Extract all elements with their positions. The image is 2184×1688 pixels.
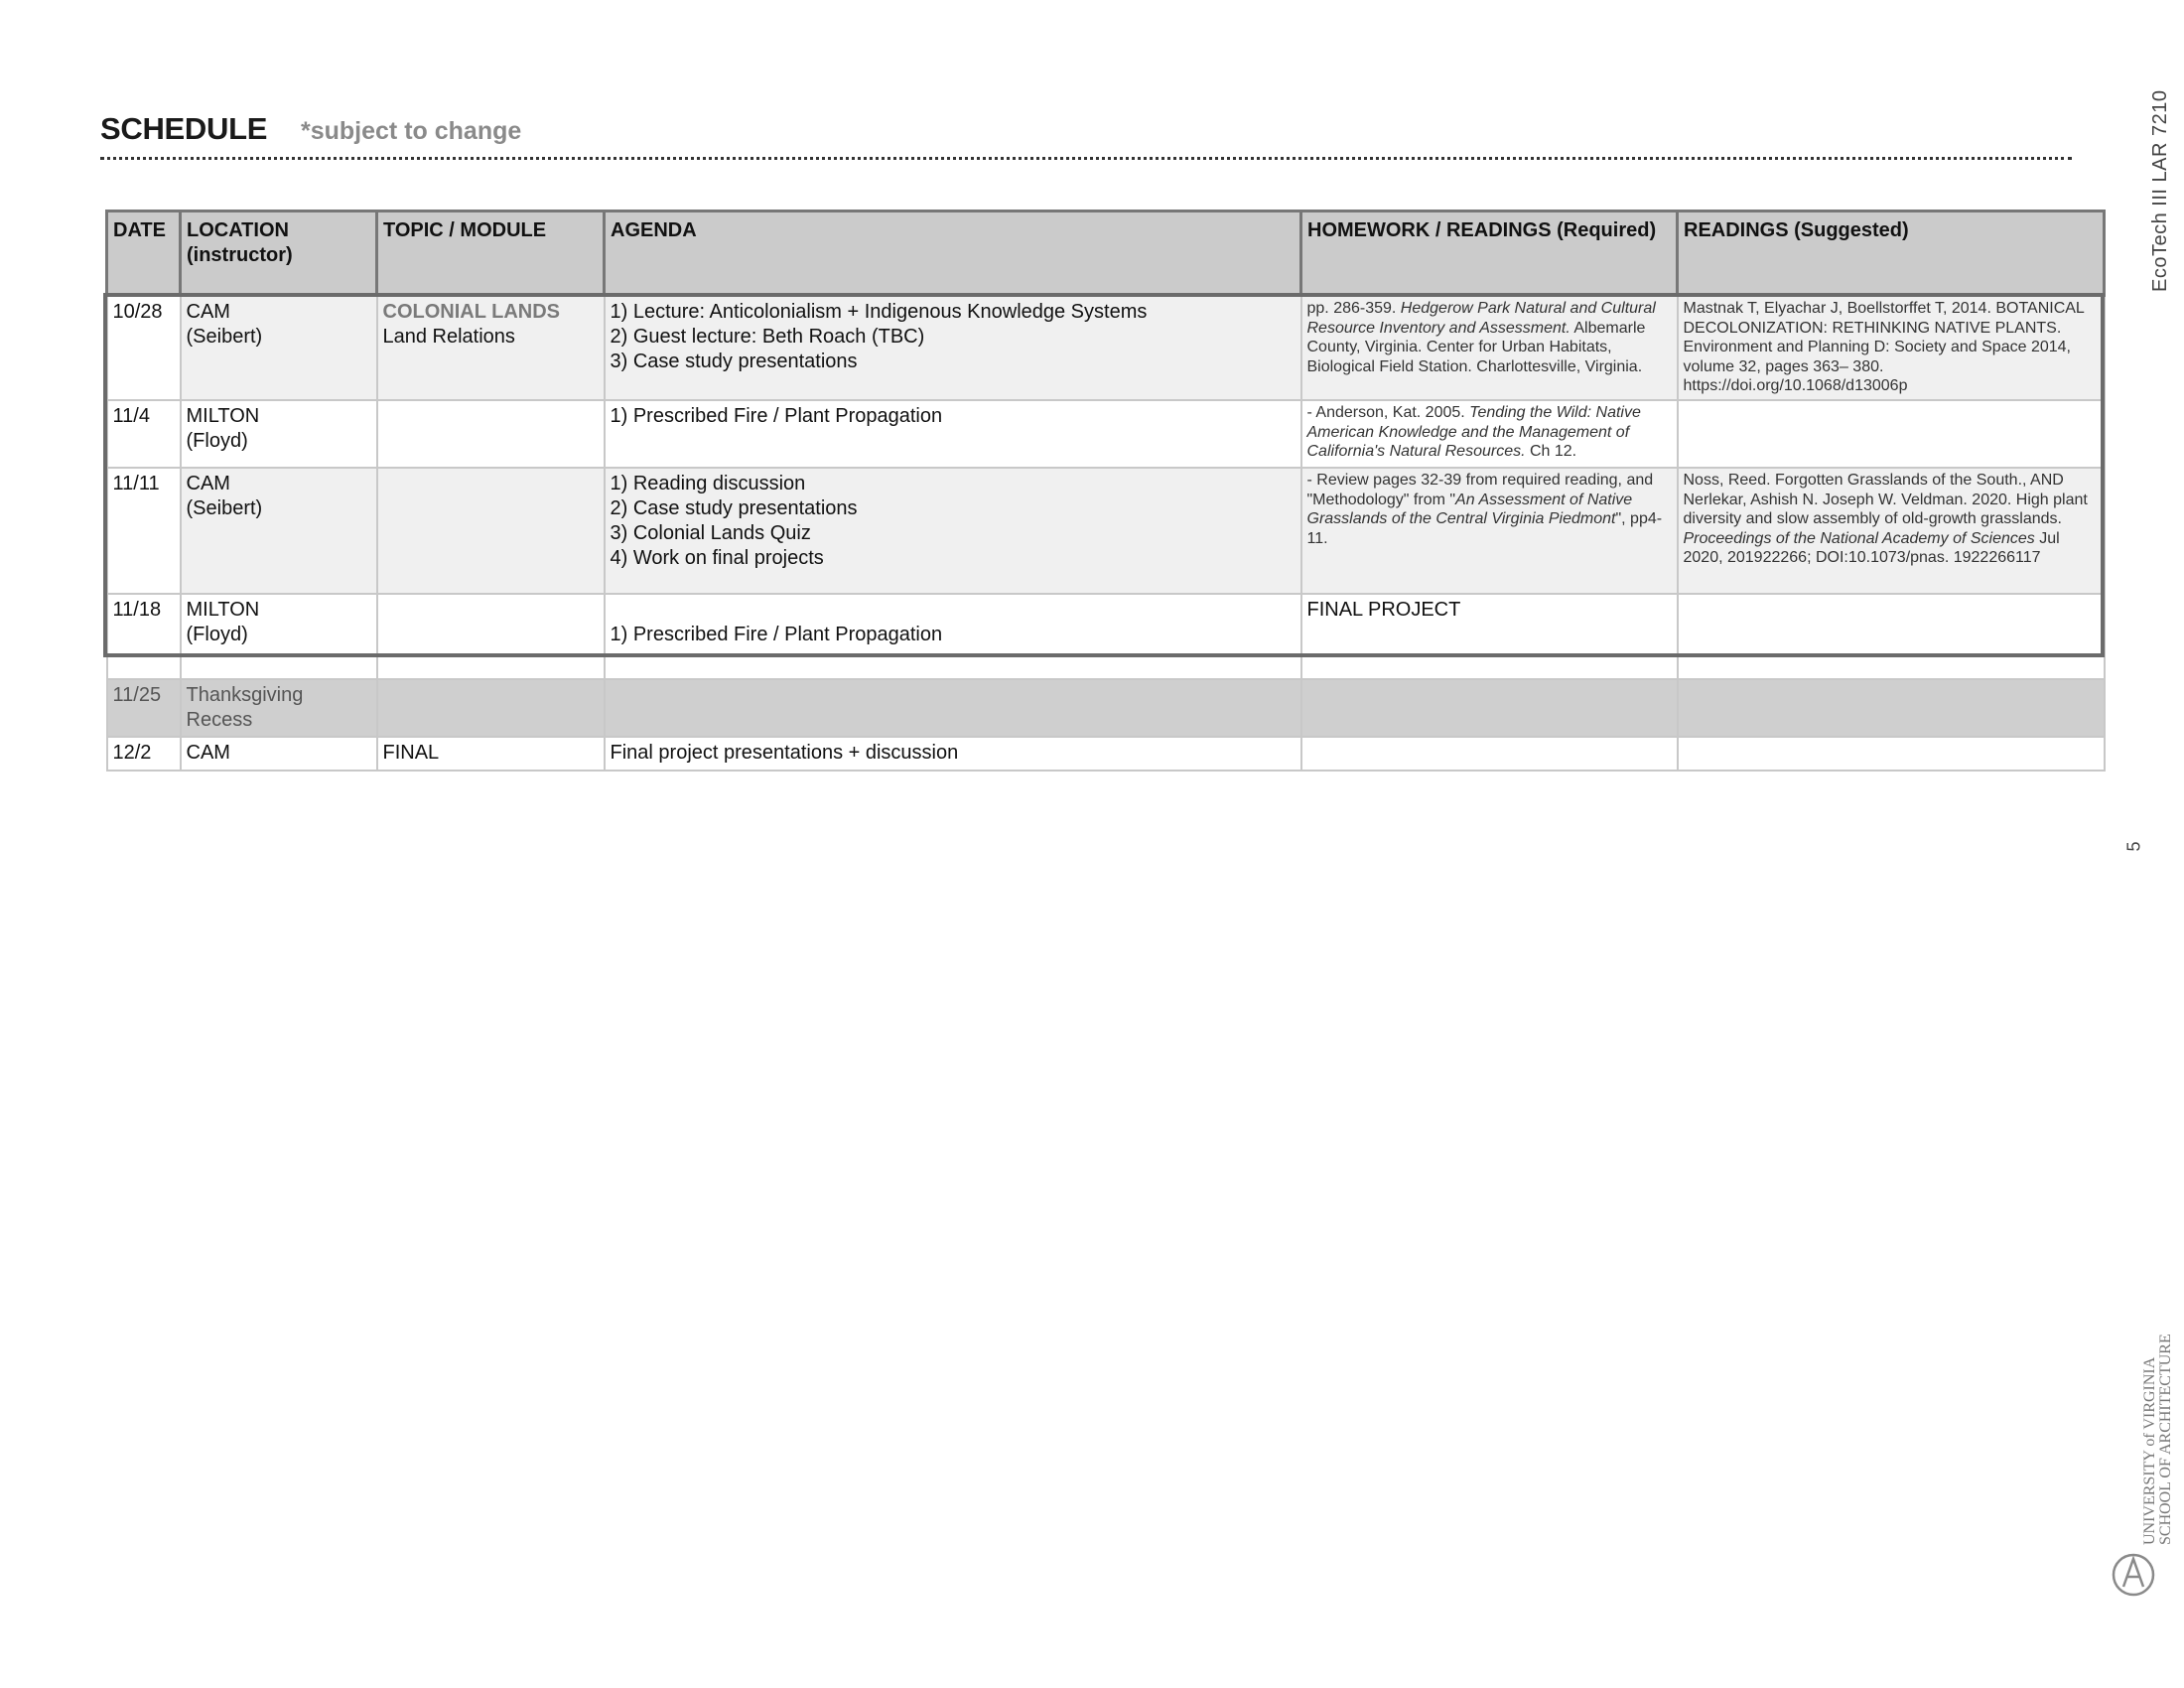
agenda-item: 3) Case study presentations	[610, 351, 858, 372]
location-cell	[181, 468, 377, 594]
suggested-readings-cell	[1678, 679, 2105, 737]
suggested-readings-cell	[1678, 400, 2105, 468]
logo-line-school: SCHOOL OF ARCHITECTURE	[2157, 1334, 2174, 1545]
instructor-name: (Seibert)	[186, 326, 263, 348]
location-cell	[181, 296, 377, 401]
agenda-item: Final project presentations + discussion	[610, 742, 959, 764]
header-location: LOCATION (instructor)	[181, 211, 377, 296]
uva-logo-text	[2142, 1334, 2174, 1545]
homework-text: Ch 12.	[1525, 443, 1577, 460]
header-homework: HOMEWORK / READINGS (Required)	[1301, 211, 1678, 296]
table-row	[107, 594, 2105, 679]
location-name: CAM	[186, 473, 230, 494]
location-name: MILTON	[186, 405, 260, 427]
homework-text: - Anderson, Kat. 2005.	[1306, 404, 1470, 421]
agenda-cell	[605, 296, 1301, 401]
page-number: 5	[2123, 841, 2144, 852]
agenda-cell	[605, 679, 1301, 737]
agenda-item: 1) Reading discussion	[610, 473, 806, 494]
page-title: SCHEDULE	[100, 111, 268, 146]
homework-cell	[1301, 400, 1678, 468]
agenda-item: 2) Case study presentations	[610, 497, 858, 519]
homework-text: Albemarle County, Virginia. Center for Urban Habitats, Biological Field Station. Charlottesville, Virginia.	[1306, 319, 1646, 375]
topic-cell: FINAL	[377, 737, 605, 771]
instructor-name: (Seibert)	[186, 497, 263, 519]
homework-cell	[1301, 468, 1678, 594]
instructor-name: (Floyd)	[186, 430, 248, 452]
date-cell: 11/11	[107, 468, 181, 594]
agenda-cell	[605, 468, 1301, 594]
page-header	[100, 111, 2072, 160]
suggested-text: Noss, Reed. Forgotten Grasslands of the South., AND Nerlekar, Ashish N. Joseph W. Veldman. 2020. High plant diversity and slow assembly of old-growth grasslands.	[1683, 472, 2088, 527]
table-row	[107, 679, 2105, 737]
agenda-item: 4) Work on final projects	[610, 547, 824, 569]
date-cell: 11/18	[107, 594, 181, 679]
topic-cell	[377, 296, 605, 401]
topic-cell	[377, 400, 605, 468]
homework-text: pp. 286-359.	[1306, 300, 1401, 317]
agenda-cell	[605, 400, 1301, 468]
agenda-cell	[605, 594, 1301, 679]
agenda-item: 1) Prescribed Fire / Plant Propagation	[610, 405, 943, 427]
location-cell: CAM	[181, 737, 377, 771]
header-agenda: AGENDA	[605, 211, 1301, 296]
suggested-title: Proceedings of the National Academy of Sciences	[1683, 529, 2035, 547]
module-name: COLONIAL LANDS	[382, 301, 561, 323]
location-cell: Thanksgiving Recess	[181, 679, 377, 737]
location-name: CAM	[186, 301, 230, 323]
agenda-item: 1) Lecture: Anticolonialism + Indigenous Knowledge Systems	[610, 301, 1148, 323]
topic-cell	[377, 468, 605, 594]
table-header-row	[107, 211, 2105, 296]
suggested-readings-cell	[1678, 594, 2105, 679]
agenda-item: 2) Guest lecture: Beth Roach (TBC)	[610, 326, 925, 348]
homework-title: Hedgerow Park Natural and Cultural Resource Inventory and Assessment.	[1306, 300, 1656, 337]
date-cell: 11/25	[107, 679, 181, 737]
header-suggested-readings: READINGS (Suggested)	[1678, 211, 2105, 296]
table-row	[107, 296, 2105, 401]
header-date: DATE	[107, 211, 181, 296]
date-cell: 10/28	[107, 296, 181, 401]
homework-text: - Review pages 32-39 from required reading, and "Methodology" from "	[1306, 472, 1654, 508]
logo-line-university: UNIVERSITY of VIRGINIA	[2141, 1356, 2158, 1545]
location-name: MILTON	[186, 599, 260, 621]
homework-cell: FINAL PROJECT	[1301, 594, 1678, 679]
schedule-table	[105, 210, 2106, 772]
date-cell: 12/2	[107, 737, 181, 771]
header-topic: TOPIC / MODULE	[377, 211, 605, 296]
page-subtitle: *subject to change	[301, 117, 522, 145]
course-label: EcoTech III LAR 7210	[2149, 89, 2171, 292]
homework-cell	[1301, 737, 1678, 771]
homework-cell	[1301, 296, 1678, 401]
location-cell	[181, 594, 377, 679]
agenda-item: 3) Colonial Lands Quiz	[610, 522, 811, 544]
topic-cell	[377, 679, 605, 737]
suggested-readings-cell	[1678, 468, 2105, 594]
agenda-cell	[605, 737, 1301, 771]
table-row	[107, 468, 2105, 594]
agenda-item: 1) Prescribed Fire / Plant Propagation	[610, 624, 943, 645]
table-row	[107, 737, 2105, 771]
suggested-text: Jul 2020, 201922266; DOI:10.1073/pnas. 1922266117	[1683, 529, 2060, 566]
topic-name: Land Relations	[382, 326, 515, 348]
suggested-readings-cell: Mastnak T, Elyachar J, Boellstorffet T, 2014. BOTANICAL DECOLONIZATION: RETHINKING NATIVE PLANTS. Environment and Planning D: Society and Space 2014, volume 32, pages 363– 380. https://doi.org/10.1068/d13006p	[1678, 296, 2105, 401]
homework-cell	[1301, 679, 1678, 737]
instructor-name: (Floyd)	[186, 624, 248, 645]
homework-title: An Assessment of Native Grasslands of the Central Virginia Piedmont	[1306, 491, 1633, 527]
topic-cell	[377, 594, 605, 679]
homework-text: ", pp4-11.	[1306, 510, 1663, 547]
homework-title: Tending the Wild: Native American Knowledge and the Management of California's Natural Resources.	[1306, 404, 1641, 460]
suggested-readings-cell	[1678, 737, 2105, 771]
table-row	[107, 400, 2105, 468]
location-cell	[181, 400, 377, 468]
date-cell: 11/4	[107, 400, 181, 468]
